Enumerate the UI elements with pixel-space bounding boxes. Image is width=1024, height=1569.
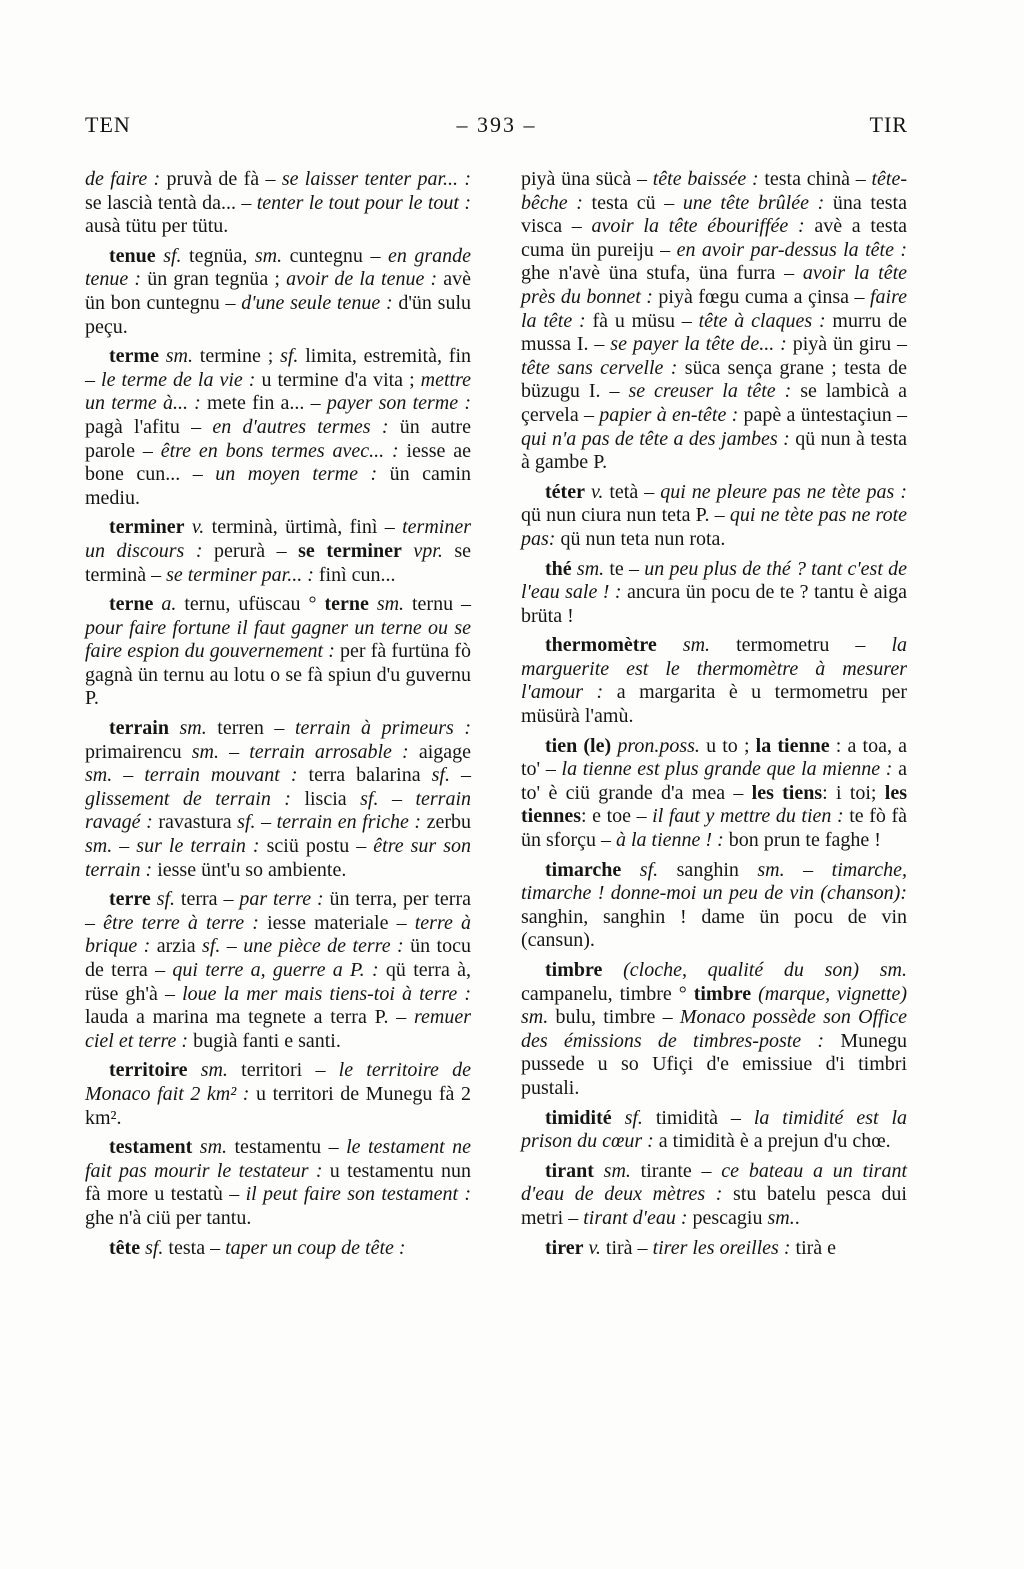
italic-text: en avoir par-dessus la tête :: [676, 238, 907, 261]
italic-text: vpr.: [413, 539, 443, 562]
plain-text: campanelu, timbre °: [521, 982, 694, 1005]
headword-text: tirer: [545, 1236, 584, 1259]
plain-text: –: [220, 935, 244, 958]
plain-text: finì cun...: [313, 563, 396, 586]
italic-text: d'une seule tenue :: [241, 291, 393, 314]
plain-text: ün terra, per terra –: [85, 888, 471, 934]
dictionary-entry: [85, 516, 471, 587]
plain-text: liscia: [290, 787, 361, 810]
italic-text: terrain mouvant :: [144, 764, 298, 787]
italic-text: Monaco possède son Office des émissions de timbres-poste :: [521, 1006, 908, 1052]
plain-text: –: [112, 764, 145, 787]
plain-text: te –: [604, 557, 645, 580]
plain-text: murru de mussa I. –: [521, 309, 907, 356]
headword-text: les tiennes: [521, 781, 907, 828]
plain-text: –: [784, 858, 832, 881]
italic-text: v.: [588, 1236, 601, 1259]
italic-text: sf.: [624, 1106, 643, 1129]
plain-text: timidità –: [642, 1106, 754, 1129]
dictionary-entry: [85, 345, 471, 510]
plain-text: aigage: [408, 740, 472, 763]
italic-text: être sur son terrain :: [85, 835, 472, 881]
plain-text: mete fin a... –: [200, 392, 327, 415]
plain-text: [169, 717, 180, 739]
headword-text: tenue: [109, 244, 156, 267]
plain-text: limita, estremità, fin –: [85, 345, 472, 391]
plain-text: te fò fà ün sforçu –: [521, 805, 907, 852]
plain-text: piyà fœgu cuma a çinsa –: [652, 285, 870, 308]
plain-text: avè ün bon cuntegnu –: [85, 268, 472, 314]
plain-text: pagà l'afitu –: [85, 415, 213, 438]
plain-text: tirà –: [600, 1236, 653, 1259]
plain-text: ausà tütu per tütu.: [85, 215, 229, 238]
italic-text: par terre :: [239, 888, 324, 911]
plain-text: u testamentu nun fà more u testatù –: [85, 1159, 471, 1206]
headword-text: testament: [109, 1136, 193, 1159]
headword-text: timbre: [693, 982, 752, 1005]
plain-text: cuntegnu –: [282, 244, 388, 267]
running-head-left: TEN: [85, 112, 131, 137]
italic-text: v.: [191, 516, 205, 539]
dictionary-entry: [521, 735, 907, 853]
plain-text: ün autre parole –: [85, 415, 471, 462]
plain-text: ün gran tegnüa ;: [141, 268, 287, 291]
plain-text: qü terra à, rüse gh'à –: [85, 959, 471, 1005]
dictionary-entry: [85, 717, 471, 882]
italic-text: de faire :: [85, 168, 161, 190]
italic-text: pron.poss.: [617, 734, 700, 757]
italic-text: avoir la tête près du bonnet :: [521, 262, 908, 308]
headword-text: terme: [109, 345, 159, 368]
italic-text: mettre un terme à... :: [85, 368, 471, 415]
italic-text: sf.: [156, 888, 176, 911]
plain-text: arzia: [150, 935, 203, 958]
dictionary-entry: [521, 1237, 907, 1261]
italic-text: le terme de la vie :: [101, 368, 256, 391]
headword-text: terre: [109, 888, 151, 911]
plain-text: a margarita è u termometru per müsürà l'amù.: [521, 681, 907, 728]
plain-text: avè a testa cuma ün pureiju –: [521, 215, 908, 261]
dictionary-entry: [521, 481, 907, 552]
italic-text: terre à brique :: [85, 911, 472, 958]
italic-text: se terminer par... :: [166, 563, 314, 586]
italic-text: remuer ciel et terre :: [85, 1006, 471, 1052]
italic-text: un moyen terme :: [215, 463, 378, 486]
plain-text: d'ün sulu peçu.: [85, 291, 472, 338]
plain-text: a timidità è a prejun d'u chœ.: [653, 1130, 891, 1153]
plain-text: Munegu pussede u so Ufiçi d'e emissiue d'i timbri pustali.: [521, 1029, 907, 1099]
left-column: [85, 168, 471, 1266]
italic-text: qui terre a, guerre a P. :: [172, 959, 379, 981]
headword-text: se terminer: [298, 539, 402, 562]
plain-text: iesse ünt'u so ambiente.: [152, 858, 347, 881]
italic-text: sm.: [199, 1136, 228, 1159]
plain-text: primairencu: [85, 740, 192, 763]
italic-text: la timidité est la prison du cœur :: [521, 1106, 907, 1153]
italic-text: pour faire fortune il faut gagner un terne ou se faire espion du gouvernement :: [85, 616, 471, 663]
italic-text: sm.: [179, 717, 207, 740]
plain-text: [621, 859, 640, 881]
plain-text: fà u müsu –: [585, 309, 699, 332]
italic-text: loue la mer mais tiens-toi à terre :: [182, 982, 471, 1005]
headword-text: timidité: [545, 1106, 612, 1129]
italic-text: terrain à primeurs :: [294, 717, 471, 740]
italic-text: être en bons termes avec... :: [160, 439, 399, 462]
plain-text: –: [255, 811, 277, 834]
dictionary-entry: [521, 1160, 907, 1231]
plain-text: : i toi;: [822, 781, 885, 804]
italic-text: timarche, timarche ! donne-moi un peu de vin (chanson):: [521, 858, 908, 905]
italic-text: tête sans cervelle :: [521, 356, 678, 379]
italic-text: avoir la tête ébouriffée :: [591, 215, 805, 238]
dictionary-entry: [521, 959, 907, 1101]
italic-text: une pièce de terre :: [243, 935, 404, 958]
continuation-paragraph: [85, 168, 471, 239]
plain-text: papè a üntestaçiun –: [738, 403, 908, 426]
plain-text: tirante –: [630, 1159, 722, 1182]
plain-text: terra balarina: [297, 764, 432, 787]
italic-text: taper un coup de tête :: [225, 1236, 406, 1259]
italic-text: sm.: [165, 345, 193, 368]
italic-text: se creuser la tête :: [628, 380, 792, 403]
italic-text: se payer la tête de... :: [610, 333, 787, 356]
italic-text: sf.: [163, 244, 182, 267]
headword-text: timarche: [545, 858, 622, 881]
plain-text: –: [218, 740, 250, 763]
dictionary-entry: [521, 859, 907, 953]
italic-text: sm.: [767, 1206, 795, 1229]
italic-text: ce bateau a un tirant d'eau de deux mètres :: [521, 1159, 908, 1206]
plain-text: se terminà –: [85, 539, 472, 586]
dictionary-entry: [85, 888, 471, 1053]
dictionary-entry: [521, 634, 907, 728]
plain-text: u territori de Munegu fà 2 km².: [85, 1082, 471, 1129]
italic-text: sm.: [376, 593, 405, 616]
plain-text: bon prun te faghe !: [723, 829, 881, 852]
plain-text: piyà üna sücà –: [521, 168, 653, 190]
italic-text: sm.: [576, 557, 605, 580]
plain-text: ternu –: [404, 593, 472, 616]
italic-text: sm.: [191, 740, 219, 763]
italic-text: le territoire de Monaco fait 2 km² :: [85, 1059, 471, 1105]
plain-text: pruvà de fà –: [160, 168, 282, 190]
plain-text: perurà –: [202, 539, 299, 562]
italic-text: payer son terme :: [326, 392, 471, 415]
page-header: [85, 112, 908, 138]
plain-text: ün camin mediu.: [85, 463, 471, 509]
headword-text: territoire: [109, 1059, 188, 1082]
italic-text: en d'autres termes :: [212, 415, 389, 438]
running-head-right: TIR: [869, 112, 908, 137]
italic-text: se laisser tenter par... :: [281, 168, 471, 190]
italic-text: tenter le tout pour le tout :: [256, 191, 472, 214]
plain-text: lauda a marina ma tegnete a terra P. –: [85, 1006, 414, 1029]
plain-text: [612, 1107, 625, 1129]
plain-text: ravastura: [152, 811, 238, 834]
italic-text: sm.: [682, 634, 711, 657]
plain-text: –: [449, 764, 472, 787]
italic-text: sm.: [603, 1159, 631, 1182]
plain-text: zerbu: [421, 811, 471, 834]
dictionary-entry: [85, 1237, 471, 1261]
plain-text: testa chinà –: [758, 168, 872, 190]
plain-text: ün tocu de terra –: [85, 935, 471, 981]
italic-text: sf.: [360, 787, 379, 810]
italic-text: a.: [161, 593, 177, 616]
italic-text: qui n'a pas de tête a des jambes :: [521, 427, 790, 450]
plain-text: piyà ün giru –: [786, 333, 907, 356]
italic-text: le testament ne fait pas mourir le testateur :: [85, 1136, 472, 1182]
headword-text: tirant: [545, 1159, 594, 1182]
plain-text: [185, 516, 192, 538]
plain-text: [657, 634, 683, 656]
plain-text: .: [794, 1206, 800, 1229]
plain-text: terren –: [206, 717, 295, 740]
plain-text: qü nun à testa à gambe P.: [521, 427, 908, 474]
plain-text: : e toe –: [581, 805, 653, 828]
italic-text: il faut y mettre du tien :: [652, 805, 844, 828]
plain-text: stu batelu pesca dui metri –: [521, 1183, 907, 1229]
plain-text: [402, 540, 414, 562]
continuation-paragraph: [521, 168, 907, 475]
headword-text: terminer: [109, 516, 185, 539]
plain-text: termine ;: [193, 345, 281, 368]
italic-text: tête-bêche :: [521, 168, 907, 214]
italic-text: tirant d'eau :: [583, 1206, 688, 1229]
plain-text: ternu, ufüscau °: [176, 593, 325, 616]
headword-text: tête: [109, 1236, 141, 1259]
italic-text: sf.: [145, 1236, 164, 1259]
plain-text: ancura ün pocu de te ? tantu è aiga brüta !: [521, 581, 907, 627]
italic-text: tirer les oreilles :: [652, 1236, 791, 1259]
plain-text: bulu, timbre –: [548, 1006, 680, 1029]
italic-text: terrain en friche :: [276, 811, 422, 834]
dictionary-entry: [521, 558, 907, 629]
plain-text: iesse materiale –: [258, 911, 415, 934]
italic-text: sf.: [280, 345, 299, 368]
plain-text: sanghin, sanghin ! dame ün pocu de vin (cansun).: [521, 905, 907, 952]
plain-text: testa cü –: [582, 191, 683, 214]
plain-text: : a toa, a to' –: [521, 734, 907, 781]
plain-text: bugià fanti e santi.: [188, 1029, 341, 1052]
plain-text: tetà –: [603, 480, 661, 503]
italic-text: qui ne tète pas ne rote pas:: [521, 504, 908, 550]
plain-text: –: [112, 835, 137, 858]
plain-text: [594, 1160, 604, 1182]
plain-text: qü nun ciura nun teta P. –: [521, 504, 730, 527]
italic-text: tête baissée :: [652, 168, 759, 190]
plain-text: üna testa visca –: [521, 191, 907, 238]
italic-text: sm.: [879, 959, 907, 981]
plain-text: terminà, ürtimà, finì –: [204, 516, 403, 539]
italic-text: papier à en-tête :: [599, 403, 739, 426]
headword-text: thermomètre: [545, 634, 657, 657]
plain-text: ghe n'avè üna stufa, üna furra –: [521, 262, 803, 285]
italic-text: terminer un discours :: [85, 516, 471, 562]
italic-text: la tienne est plus grande que la mienne :: [561, 758, 893, 781]
italic-text: un peu plus de thé ? tant c'est de l'eau sale ! :: [521, 557, 907, 604]
italic-text: en grande tenue :: [85, 244, 472, 291]
headword-text: téter: [545, 480, 585, 503]
plain-text: qü nun teta nun rota.: [555, 527, 726, 550]
italic-text: sm.: [85, 835, 113, 858]
plain-text: [602, 959, 623, 981]
italic-text: il peut faire son testament :: [245, 1183, 472, 1206]
plain-text: tirà e: [790, 1236, 837, 1259]
italic-text: sm.: [254, 244, 283, 267]
text-columns: [85, 168, 908, 1266]
plain-text: [192, 1136, 199, 1158]
plain-text: sanghin: [658, 858, 758, 881]
plain-text: testa –: [163, 1236, 226, 1259]
plain-text: per fà furtüna fò gagnà ün ternu au lotu o se fà spiun d'u guvernu P.: [85, 640, 471, 710]
italic-text: v.: [590, 480, 604, 503]
plain-text: [187, 1059, 200, 1081]
plain-text: [369, 593, 377, 615]
headword-text: thé: [545, 557, 572, 580]
plain-text: u termine d'a vita ;: [255, 368, 421, 391]
italic-text: sf.: [639, 858, 659, 881]
plain-text: [159, 345, 166, 367]
plain-text: –: [378, 787, 416, 810]
italic-text: sf.: [202, 935, 221, 958]
plain-text: ghe n'à ciü per tantu.: [85, 1206, 252, 1229]
italic-text: (cloche, qualité du son): [623, 959, 860, 981]
plain-text: testamentu –: [227, 1136, 347, 1159]
plain-text: u to ;: [699, 734, 756, 757]
italic-text: à la tienne ! :: [615, 829, 724, 852]
dictionary-entry: [85, 1136, 471, 1230]
italic-text: glissement de terrain :: [85, 787, 291, 810]
italic-text: terrain arrosable :: [249, 740, 409, 763]
headword-text: terne: [324, 593, 369, 616]
italic-text: sm.: [757, 858, 785, 881]
italic-text: terrain ravagé :: [85, 787, 472, 834]
italic-text: la marguerite est le thermomètre à mesurer l'amour :: [521, 634, 907, 704]
italic-text: (marque, vignette): [758, 982, 908, 1005]
plain-text: iesse ae bone cun... –: [85, 439, 471, 486]
dictionary-entry: [521, 1107, 907, 1154]
italic-text: sm.: [85, 764, 113, 787]
headword-text: tien (le): [545, 734, 612, 757]
italic-text: une tête brûlée :: [682, 191, 825, 214]
plain-text: termometru –: [710, 634, 892, 657]
headword-text: terne: [109, 593, 154, 616]
plain-text: terra –: [175, 888, 240, 911]
plain-text: sciü postu –: [259, 835, 374, 858]
right-column: [521, 168, 907, 1266]
headword-text: timbre: [545, 959, 603, 981]
plain-text: se lambicà a çervela –: [521, 380, 908, 426]
headword-text: la tienne: [755, 734, 830, 757]
italic-text: sf.: [237, 811, 256, 834]
headword-text: terrain: [109, 717, 169, 740]
page-number: – 393 –: [456, 112, 537, 137]
plain-text: a to' è ciü grande d'a mea –: [521, 758, 907, 804]
headword-text: les tiens: [751, 781, 823, 804]
plain-text: tegnüa,: [181, 244, 255, 267]
italic-text: sur le terrain :: [136, 835, 260, 858]
plain-text: territori –: [227, 1059, 339, 1082]
plain-text: süca sença grane ; testa de büzugu I. –: [521, 356, 908, 403]
italic-text: sm.: [521, 1006, 549, 1029]
plain-text: se lascià tentà da... –: [85, 191, 257, 214]
italic-text: tête à claques :: [698, 309, 826, 332]
plain-text: pescagiu: [687, 1206, 768, 1229]
italic-text: qui ne pleure pas ne tète pas :: [660, 480, 907, 503]
dictionary-entry: [85, 1059, 471, 1130]
dictionary-entry: [85, 245, 471, 339]
italic-text: être terre à terre :: [103, 911, 259, 934]
italic-text: avoir de la tenue :: [286, 268, 438, 291]
italic-text: faire la tête :: [521, 285, 907, 332]
italic-text: sm.: [200, 1059, 228, 1082]
italic-text: sf.: [431, 764, 450, 787]
plain-text: [859, 959, 880, 981]
dictionary-entry: [85, 593, 471, 711]
